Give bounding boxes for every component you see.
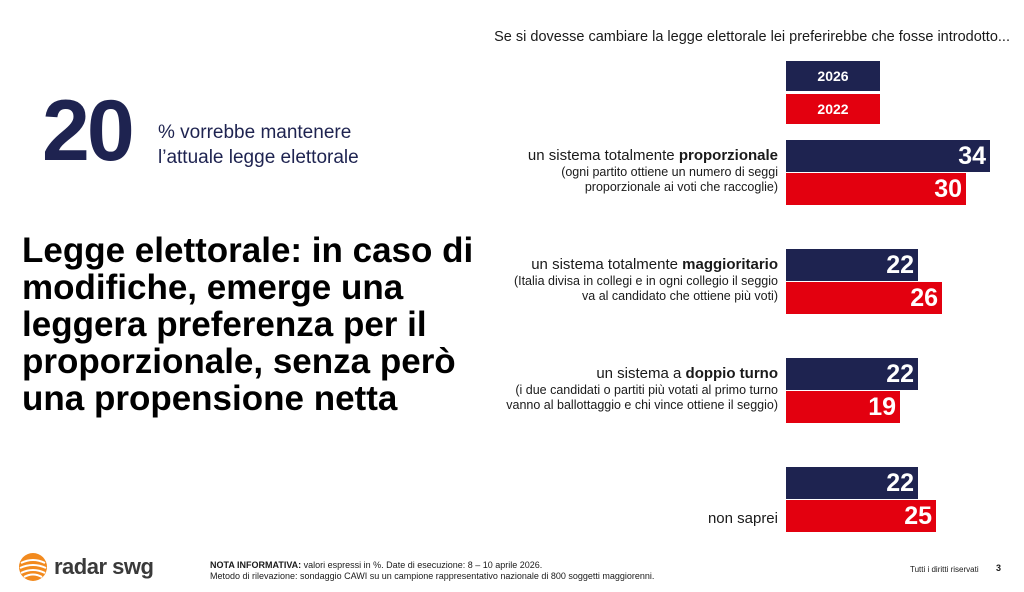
chart-title: Se si dovesse cambiare la legge elettorale lei preferirebbe che fosse introdotto... <box>494 29 1010 45</box>
category-main <box>418 256 778 274</box>
legend-2022: 2022 <box>786 94 880 124</box>
category-label-0 <box>418 147 778 195</box>
bar-2022-2 <box>786 391 900 423</box>
category-main <box>418 510 778 528</box>
bar-value-label: 34 <box>958 141 986 170</box>
category-sub-1: vanno al ballottaggio e chi vince ottiene il seggio) <box>506 398 778 412</box>
bar-value-label: 22 <box>886 250 914 279</box>
category-sub-0: (Italia divisa in collegi e in ogni collegio il seggio <box>513 274 778 288</box>
note-label: NOTA INFORMATIVA: <box>210 560 302 570</box>
category-sub-0: (i due candidati o partiti più votati al primo turno <box>515 383 778 397</box>
category-sub-0: (ogni partito ottiene un numero di seggi <box>561 165 778 179</box>
kpi-number: 20 <box>42 83 132 179</box>
bar-value-label: 19 <box>868 392 896 421</box>
category-label-1 <box>418 256 778 304</box>
globe-logo-icon <box>18 552 48 582</box>
category-sub-1: proporzionale ai voti che raccoglie) <box>584 180 778 194</box>
method-text: Metodo di rilevazione: sondaggio CAWI su un campione rappresentativo nazionale di 800 soggetti maggiorenni. <box>210 571 655 581</box>
category-sub-1: va al candidato che ottiene più voti) <box>582 289 778 303</box>
category-main <box>418 365 778 383</box>
category-text: non saprei <box>707 510 778 527</box>
bar-value-label: 25 <box>904 501 932 530</box>
bar-value-label: 26 <box>910 283 938 312</box>
page-number: 3 <box>996 563 1002 573</box>
bar-2022-1 <box>786 282 942 314</box>
note-text: valori espressi in %. Date di esecuzione: 8 – 10 aprile 2026. <box>301 560 543 570</box>
bar-value-label: 30 <box>934 174 962 203</box>
category-bold: proporzionale <box>678 147 778 164</box>
bar-2026-0 <box>786 140 990 172</box>
footer-note <box>210 560 654 582</box>
category-text: un sistema a <box>596 365 686 382</box>
bar-2026-2 <box>786 358 918 390</box>
headline: Legge elettorale: in caso di modifiche, emerge una leggera preferenza per il proporzionale, senza però una propensione netta <box>22 231 474 418</box>
bar-2022-3 <box>786 500 936 532</box>
category-label-2 <box>418 365 778 413</box>
category-label-3 <box>418 510 778 528</box>
bar-2026-1 <box>786 249 918 281</box>
bar-2026-3 <box>786 467 918 499</box>
category-bold: maggioritario <box>682 256 778 273</box>
kpi-text: % vorrebbe mantenere l’attuale legge elettorale <box>158 122 359 168</box>
category-text: un sistema totalmente <box>531 256 683 273</box>
legend-2026: 2026 <box>786 61 880 91</box>
logo-text: radar swg <box>54 554 154 579</box>
bar-value-label: 22 <box>886 468 914 497</box>
category-bold: doppio turno <box>685 365 778 382</box>
logo <box>18 552 153 582</box>
bar-2022-0 <box>786 173 966 205</box>
bar-value-label: 22 <box>886 359 914 388</box>
rights-text: Tutti i diritti riservati <box>910 565 979 574</box>
category-text: un sistema totalmente <box>527 147 679 164</box>
category-main <box>418 147 778 165</box>
